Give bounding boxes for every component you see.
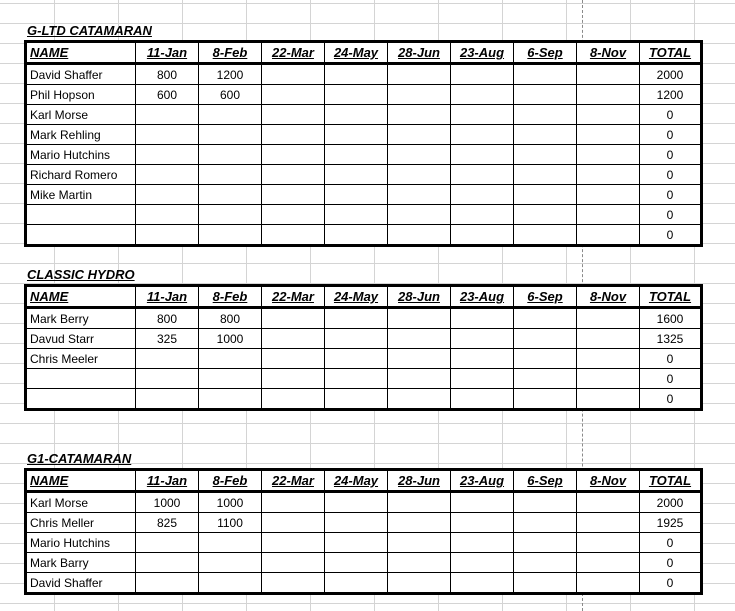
name-cell[interactable]: David Shaffer [26, 64, 136, 85]
value-cell[interactable] [451, 492, 514, 513]
column-header-total: TOTAL [640, 470, 702, 492]
value-cell[interactable] [577, 513, 640, 533]
value-cell[interactable] [577, 64, 640, 85]
column-header-date: 24-May [325, 42, 388, 64]
value-cell[interactable]: 800 [136, 64, 199, 85]
column-header-date: 8-Feb [199, 470, 262, 492]
value-cell[interactable] [136, 145, 199, 165]
value-cell[interactable] [262, 145, 325, 165]
value-cell[interactable] [325, 329, 388, 349]
value-cell[interactable] [262, 185, 325, 205]
value-cell[interactable] [451, 369, 514, 389]
total-cell[interactable]: 1600 [640, 308, 702, 329]
value-cell[interactable] [262, 573, 325, 594]
column-header-date: 23-Aug [451, 470, 514, 492]
value-cell[interactable] [262, 205, 325, 225]
name-cell[interactable]: Chris Meller [26, 513, 136, 533]
value-cell[interactable] [577, 349, 640, 369]
table-row [26, 145, 702, 165]
value-cell[interactable] [388, 369, 451, 389]
total-cell[interactable]: 0 [640, 185, 702, 205]
value-cell[interactable] [577, 85, 640, 105]
value-cell[interactable] [514, 125, 577, 145]
column-header-date: 22-Mar [262, 42, 325, 64]
value-cell[interactable]: 600 [199, 85, 262, 105]
value-cell[interactable] [514, 185, 577, 205]
header-row [26, 286, 702, 308]
total-cell[interactable]: 0 [640, 389, 702, 410]
value-cell[interactable] [388, 308, 451, 329]
value-cell[interactable] [514, 533, 577, 553]
value-cell[interactable] [325, 165, 388, 185]
value-cell[interactable] [577, 492, 640, 513]
value-cell[interactable]: 1200 [199, 64, 262, 85]
value-cell[interactable] [199, 145, 262, 165]
column-header-name: NAME [26, 286, 136, 308]
value-cell[interactable] [136, 349, 199, 369]
column-header-date: 28-Jun [388, 42, 451, 64]
value-cell[interactable] [514, 225, 577, 246]
value-cell[interactable] [514, 329, 577, 349]
value-cell[interactable] [136, 573, 199, 594]
table-row [26, 64, 702, 85]
value-cell[interactable] [451, 145, 514, 165]
value-cell[interactable] [514, 64, 577, 85]
value-cell[interactable]: 800 [136, 308, 199, 329]
value-cell[interactable] [199, 573, 262, 594]
value-cell[interactable] [388, 492, 451, 513]
value-cell[interactable] [577, 553, 640, 573]
name-cell[interactable]: Chris Meeler [26, 349, 136, 369]
name-cell[interactable]: Karl Morse [26, 105, 136, 125]
value-cell[interactable] [262, 105, 325, 125]
column-header-date: 24-May [325, 470, 388, 492]
value-cell[interactable] [199, 165, 262, 185]
total-cell[interactable]: 0 [640, 553, 702, 573]
value-cell[interactable] [577, 308, 640, 329]
value-cell[interactable] [325, 105, 388, 125]
value-cell[interactable] [262, 553, 325, 573]
value-cell[interactable] [262, 225, 325, 246]
value-cell[interactable]: 1100 [199, 513, 262, 533]
value-cell[interactable]: 800 [199, 308, 262, 329]
value-cell[interactable] [388, 145, 451, 165]
value-cell[interactable]: 1000 [199, 329, 262, 349]
name-cell[interactable]: Mario Hutchins [26, 533, 136, 553]
table-row [26, 492, 702, 513]
column-header-date: 11-Jan [136, 286, 199, 308]
value-cell[interactable] [388, 205, 451, 225]
value-cell[interactable] [262, 329, 325, 349]
total-cell[interactable]: 0 [640, 349, 702, 369]
column-header-date: 23-Aug [451, 42, 514, 64]
name-cell[interactable]: David Shaffer [26, 573, 136, 594]
column-header-total: TOTAL [640, 42, 702, 64]
value-cell[interactable] [577, 389, 640, 410]
value-cell[interactable]: 600 [136, 85, 199, 105]
value-cell[interactable] [514, 85, 577, 105]
value-cell[interactable] [325, 533, 388, 553]
column-header-date: 6-Sep [514, 286, 577, 308]
value-cell[interactable] [514, 369, 577, 389]
column-header-date: 22-Mar [262, 470, 325, 492]
value-cell[interactable] [388, 105, 451, 125]
value-cell[interactable] [451, 573, 514, 594]
name-cell[interactable]: Richard Romero [26, 165, 136, 185]
value-cell[interactable] [388, 349, 451, 369]
table-row [26, 389, 702, 410]
name-cell[interactable]: Mario Hutchins [26, 145, 136, 165]
column-header-date: 11-Jan [136, 470, 199, 492]
column-header-date: 6-Sep [514, 42, 577, 64]
value-cell[interactable]: 325 [136, 329, 199, 349]
column-header-total: TOTAL [640, 286, 702, 308]
value-cell[interactable] [388, 573, 451, 594]
value-cell[interactable] [325, 389, 388, 410]
column-header-date: 8-Feb [199, 42, 262, 64]
value-cell[interactable] [388, 185, 451, 205]
value-cell[interactable] [388, 125, 451, 145]
value-cell[interactable] [136, 205, 199, 225]
table-row [26, 533, 702, 553]
value-cell[interactable] [388, 165, 451, 185]
value-cell[interactable] [577, 369, 640, 389]
value-cell[interactable] [577, 105, 640, 125]
name-cell[interactable]: Mark Rehling [26, 125, 136, 145]
value-cell[interactable]: 825 [136, 513, 199, 533]
value-cell[interactable] [388, 553, 451, 573]
name-cell[interactable]: Mike Martin [26, 185, 136, 205]
total-cell[interactable]: 2000 [640, 492, 702, 513]
table-row [26, 308, 702, 329]
name-cell[interactable]: Davud Starr [26, 329, 136, 349]
value-cell[interactable] [136, 553, 199, 573]
value-cell[interactable]: 1000 [199, 492, 262, 513]
value-cell[interactable] [199, 369, 262, 389]
column-header-date: 8-Feb [199, 286, 262, 308]
column-header-date: 28-Jun [388, 286, 451, 308]
value-cell[interactable] [514, 145, 577, 165]
value-cell[interactable] [388, 64, 451, 85]
value-cell[interactable] [262, 165, 325, 185]
value-cell[interactable] [262, 513, 325, 533]
value-cell[interactable] [325, 125, 388, 145]
value-cell[interactable] [388, 85, 451, 105]
value-cell[interactable] [514, 389, 577, 410]
column-header-date: 23-Aug [451, 286, 514, 308]
value-cell[interactable] [388, 513, 451, 533]
value-cell[interactable] [577, 125, 640, 145]
value-cell[interactable] [451, 205, 514, 225]
total-cell[interactable]: 0 [640, 105, 702, 125]
column-header-date: 28-Jun [388, 470, 451, 492]
section-title-gltd-catamaran: G-LTD CATAMARAN [27, 23, 152, 38]
value-cell[interactable] [514, 349, 577, 369]
total-cell[interactable]: 0 [640, 573, 702, 594]
value-cell[interactable] [514, 205, 577, 225]
value-cell[interactable] [325, 553, 388, 573]
column-header-date: 22-Mar [262, 286, 325, 308]
value-cell[interactable] [325, 64, 388, 85]
value-cell[interactable] [451, 308, 514, 329]
value-cell[interactable] [388, 533, 451, 553]
column-header-date: 24-May [325, 286, 388, 308]
total-cell[interactable]: 0 [640, 125, 702, 145]
name-cell[interactable] [26, 225, 136, 246]
value-cell[interactable] [136, 185, 199, 205]
total-cell[interactable]: 0 [640, 369, 702, 389]
value-cell[interactable] [199, 105, 262, 125]
value-cell[interactable] [514, 165, 577, 185]
value-cell[interactable] [136, 389, 199, 410]
value-cell[interactable] [325, 369, 388, 389]
value-cell[interactable] [136, 533, 199, 553]
value-cell[interactable] [514, 553, 577, 573]
value-cell[interactable] [136, 105, 199, 125]
total-cell[interactable]: 0 [640, 145, 702, 165]
table-row [26, 573, 702, 594]
table-row [26, 329, 702, 349]
value-cell[interactable] [199, 553, 262, 573]
total-cell[interactable]: 0 [640, 205, 702, 225]
value-cell[interactable] [451, 533, 514, 553]
value-cell[interactable] [577, 225, 640, 246]
table-row [26, 349, 702, 369]
value-cell[interactable] [388, 225, 451, 246]
name-cell[interactable] [26, 205, 136, 225]
g1-catamaran-table [24, 468, 703, 595]
table-row [26, 105, 702, 125]
value-cell[interactable] [451, 105, 514, 125]
value-cell[interactable] [514, 513, 577, 533]
value-cell[interactable] [388, 329, 451, 349]
value-cell[interactable] [325, 185, 388, 205]
total-cell[interactable]: 0 [640, 165, 702, 185]
total-cell[interactable]: 0 [640, 225, 702, 246]
column-header-date: 8-Nov [577, 470, 640, 492]
table-row [26, 125, 702, 145]
value-cell[interactable] [451, 553, 514, 573]
name-cell[interactable]: Karl Morse [26, 492, 136, 513]
column-header-name: NAME [26, 42, 136, 64]
gltd-catamaran-table [24, 40, 703, 247]
table-row [26, 185, 702, 205]
value-cell[interactable] [577, 145, 640, 165]
value-cell[interactable] [451, 185, 514, 205]
value-cell[interactable] [199, 225, 262, 246]
value-cell[interactable] [325, 145, 388, 165]
total-cell[interactable]: 1925 [640, 513, 702, 533]
value-cell[interactable] [451, 125, 514, 145]
name-cell[interactable] [26, 369, 136, 389]
value-cell[interactable] [451, 225, 514, 246]
table-row [26, 513, 702, 533]
value-cell[interactable] [577, 185, 640, 205]
classic-hydro-table [24, 284, 703, 411]
column-header-date: 6-Sep [514, 470, 577, 492]
value-cell[interactable] [199, 205, 262, 225]
value-cell[interactable] [451, 85, 514, 105]
name-cell[interactable]: Phil Hopson [26, 85, 136, 105]
section-title-g1-catamaran: G1-CATAMARAN [27, 451, 132, 466]
value-cell[interactable] [514, 308, 577, 329]
value-cell[interactable] [577, 573, 640, 594]
value-cell[interactable] [136, 125, 199, 145]
total-cell[interactable]: 1325 [640, 329, 702, 349]
value-cell[interactable] [451, 349, 514, 369]
header-row [26, 42, 702, 64]
column-header-date: 8-Nov [577, 286, 640, 308]
value-cell[interactable] [325, 492, 388, 513]
value-cell[interactable] [199, 533, 262, 553]
value-cell[interactable] [451, 64, 514, 85]
value-cell[interactable] [325, 205, 388, 225]
table-row [26, 553, 702, 573]
value-cell[interactable] [199, 125, 262, 145]
value-cell[interactable] [325, 573, 388, 594]
value-cell[interactable] [136, 369, 199, 389]
value-cell[interactable] [451, 513, 514, 533]
value-cell[interactable] [262, 85, 325, 105]
value-cell[interactable] [136, 165, 199, 185]
table-row [26, 165, 702, 185]
column-header-date: 8-Nov [577, 42, 640, 64]
value-cell[interactable] [262, 533, 325, 553]
value-cell[interactable] [262, 64, 325, 85]
value-cell[interactable] [325, 85, 388, 105]
value-cell[interactable] [514, 105, 577, 125]
value-cell[interactable] [325, 349, 388, 369]
value-cell[interactable] [325, 308, 388, 329]
value-cell[interactable] [388, 389, 451, 410]
value-cell[interactable] [451, 165, 514, 185]
value-cell[interactable] [325, 225, 388, 246]
value-cell[interactable] [577, 165, 640, 185]
total-cell[interactable]: 1200 [640, 85, 702, 105]
value-cell[interactable] [514, 573, 577, 594]
value-cell[interactable] [199, 349, 262, 369]
value-cell[interactable] [262, 125, 325, 145]
value-cell[interactable] [262, 308, 325, 329]
value-cell[interactable] [514, 492, 577, 513]
table-row [26, 205, 702, 225]
value-cell[interactable] [451, 389, 514, 410]
header-row [26, 470, 702, 492]
table-row [26, 225, 702, 246]
value-cell[interactable] [262, 369, 325, 389]
total-cell[interactable]: 2000 [640, 64, 702, 85]
section-title-classic-hydro: CLASSIC HYDRO [27, 267, 135, 282]
name-cell[interactable]: Mark Berry [26, 308, 136, 329]
name-cell[interactable] [26, 389, 136, 410]
value-cell[interactable] [577, 205, 640, 225]
table-row [26, 369, 702, 389]
value-cell[interactable] [199, 185, 262, 205]
value-cell[interactable] [325, 513, 388, 533]
column-header-name: NAME [26, 470, 136, 492]
table-row [26, 85, 702, 105]
value-cell[interactable]: 1000 [136, 492, 199, 513]
value-cell[interactable] [577, 533, 640, 553]
column-header-date: 11-Jan [136, 42, 199, 64]
value-cell[interactable] [262, 349, 325, 369]
value-cell[interactable] [577, 329, 640, 349]
value-cell[interactable] [199, 389, 262, 410]
total-cell[interactable]: 0 [640, 533, 702, 553]
value-cell[interactable] [262, 492, 325, 513]
value-cell[interactable] [136, 225, 199, 246]
value-cell[interactable] [451, 329, 514, 349]
value-cell[interactable] [262, 389, 325, 410]
name-cell[interactable]: Mark Barry [26, 553, 136, 573]
